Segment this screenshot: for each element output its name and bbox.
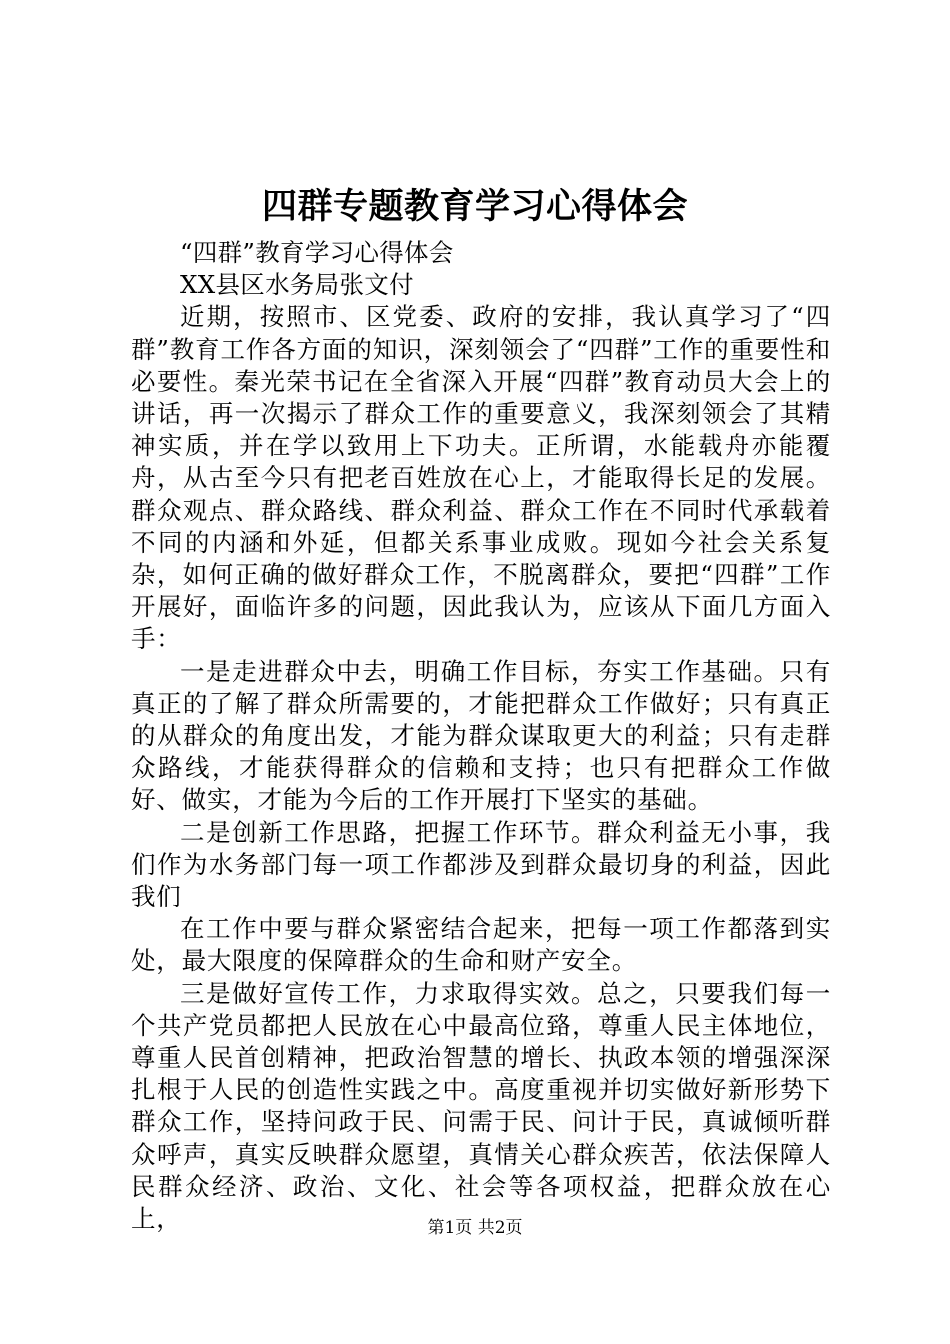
document-body — [131, 237, 831, 1235]
body-paragraph: 在工作中要与群众紧密结合起来，把每一项工作都落到实处，最大限度的保障群众的生命和财产安全。 — [131, 914, 831, 976]
document-title: 四群专题教育学习心得体会 — [261, 186, 688, 227]
body-paragraph: 二是创新工作思路，把握工作环节。群众利益无小事，我们作为水务部门每一项工作都涉及到群众最切身的利益，因此我们 — [131, 817, 831, 912]
document-subtitle: “四群”教育学习心得体会 — [180, 238, 454, 267]
page-indicator: 第1页 共2页 — [427, 1218, 523, 1238]
body-paragraph: 三是做好宣传工作，力求取得实效。总之，只要我们每一个共产党员都把人民放在心中最高位臵，尊重人民主体地位，尊重人民首创精神，把政治智慧的增长、执政本领的增强深深扎根于人民的创造性实践之中。高度重视并切实做好新形势下群众工作，坚持问政于民、问需于民、问计于民，真诚倾听群众呼声，真实反映群众愿望，真情关心群众疾苦，依法保障人民群众经济、政治、文化、社会等各项权益，把群众放在心上， — [131, 978, 831, 1234]
body-paragraph: 一是走进群众中去，明确工作目标，夯实工作基础。只有真正的了解了群众所需要的，才能把群众工作做好；只有真正的从群众的角度出发，才能为群众谋取更大的利益；只有走群众路线，才能获得群众的信赖和支持；也只有把群众工作做好、做实，才能为今后的工作开展打下坚实的基础。 — [131, 656, 831, 815]
body-paragraph: 近期，按照市、区党委、政府的安排，我认真学习了“四群”教育工作各方面的知识，深刻领会了“四群”工作的重要性和必要性。秦光荣书记在全省深入开展“四群”教育动员大会上的讲话，再一次揭示了群众工作的重要意义，我深刻领会了其精神实质，并在学以致用上下功夫。正所谓，水能载舟亦能覆舟，从古至今只有把老百姓放在心上，才能取得长足的发展。群众观点、群众路线、群众利益、群众工作在不同时代承载着不同的内涵和外延，但都关系事业成败。现如今社会关系复杂，如何正确的做好群众工作，不脱离群众，要把“四群”工作开展好，面临许多的问题，因此我认为，应该从下面几方面入手： — [131, 302, 831, 654]
author-line: XX县区水务局张文付 — [180, 270, 414, 300]
